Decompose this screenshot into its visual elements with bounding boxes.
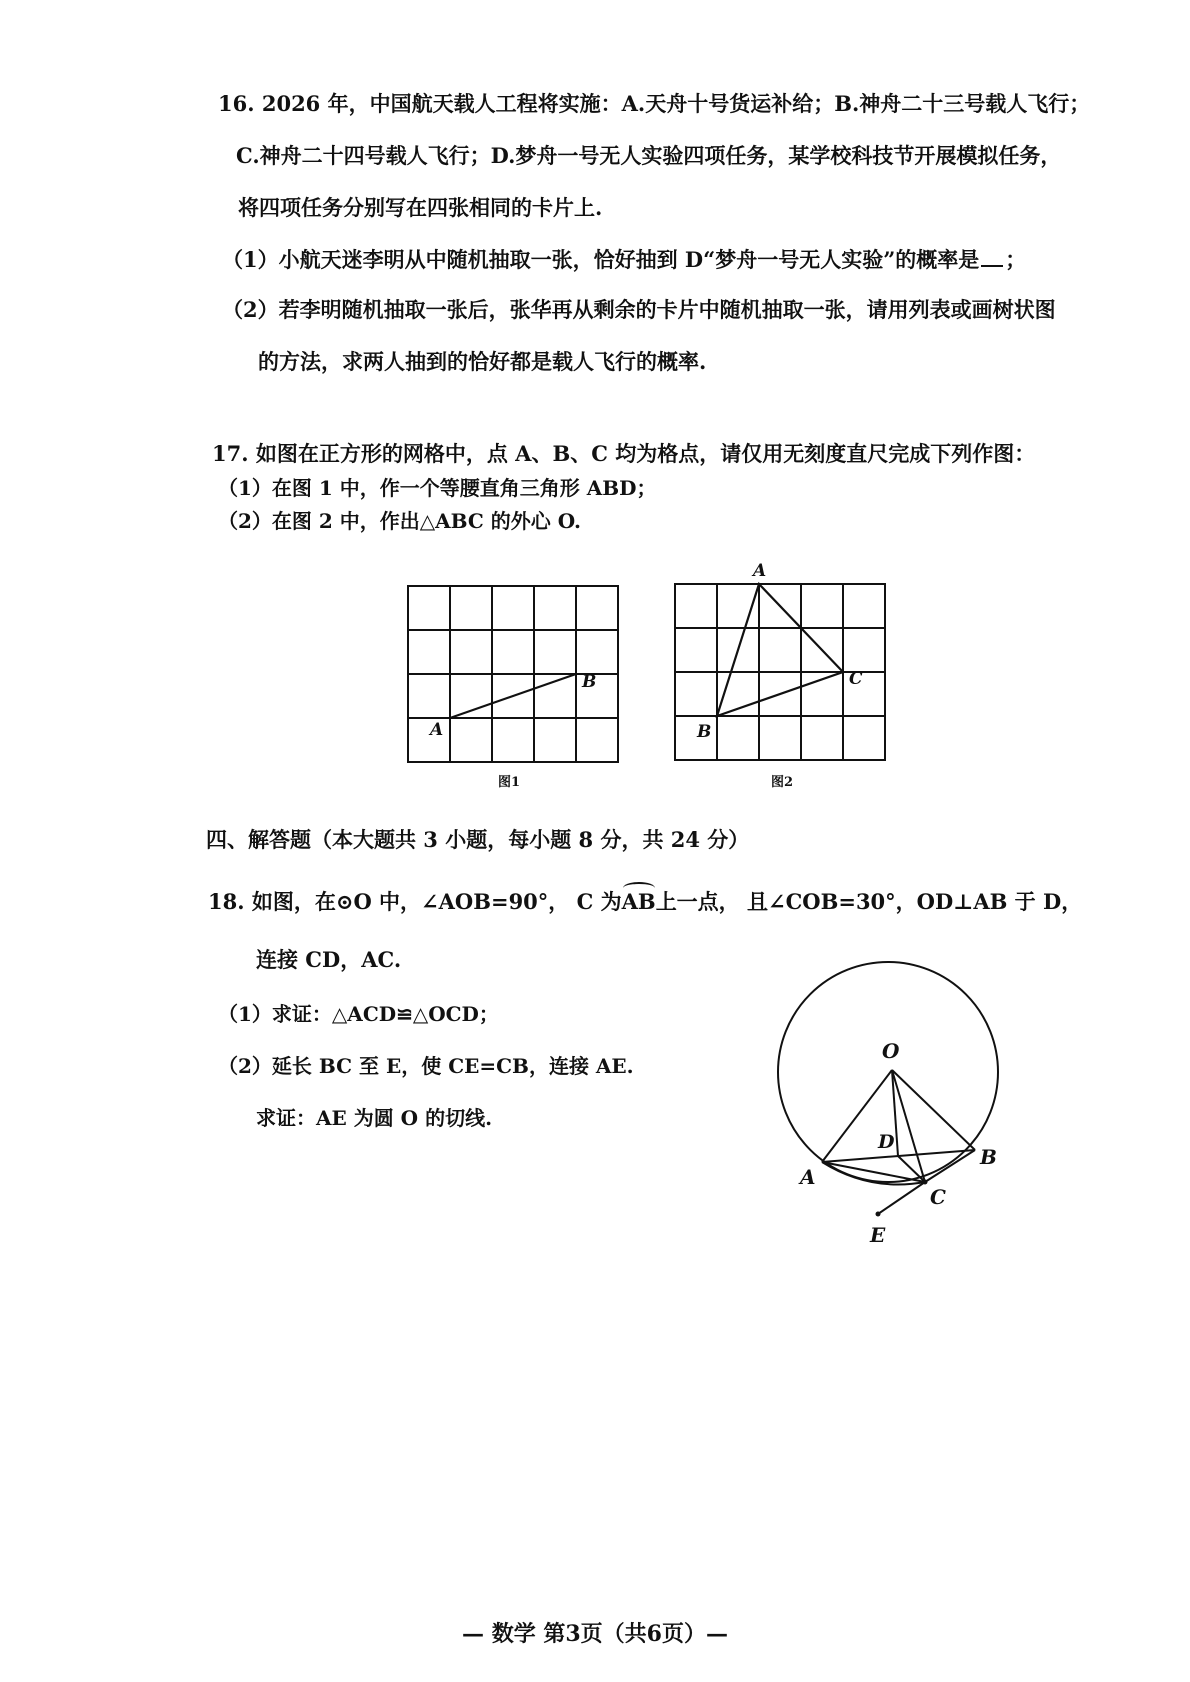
q16-line-3: 将四项任务分别写在四张相同的卡片上. <box>238 195 603 220</box>
q16-part-1-end: ； <box>1005 247 1027 272</box>
circle-figure <box>770 960 1030 1260</box>
arc-ab: AB <box>621 889 656 914</box>
q18-part-2-b: 求证：AE 为圆 O 的切线. <box>256 1106 493 1130</box>
q18-line-1 <box>208 888 1082 916</box>
fig2-label-c: C <box>849 669 863 689</box>
q16-line-1: 16. 2026 年，中国航天载人工程将实施：A.天舟十号货运补给；B.神舟二十三号载人飞行； <box>218 91 1091 116</box>
fig1-label-b: B <box>582 672 597 692</box>
q18-line-1-b: 上一点， 且∠COB=30°，OD⊥AB 于 D， <box>655 889 1083 914</box>
q17-part-2: （2）在图 2 中，作出△ABC 的外心 O. <box>218 509 581 533</box>
fig1-label-a: A <box>430 720 444 740</box>
q16-part-2-line-1: （2）若李明随机抽取一张后，张华再从剩余的卡片中随机抽取一张，请用列表或画树状图 <box>222 297 1056 322</box>
fig1-caption: 图1 <box>498 775 521 790</box>
q18-line-2: 连接 CD，AC. <box>256 947 402 972</box>
q18-line-1-a: 18. 如图，在⊙O 中，∠AOB=90°， C 为 <box>208 889 622 914</box>
fig2-label-a: A <box>753 561 767 581</box>
q17-line-1: 17. 如图在正方形的网格中，点 A、B、C 均为格点，请仅用无刻度直尺完成下列作图： <box>212 441 1036 466</box>
q18-part-2: （2）延长 BC 至 E，使 CE=CB，连接 AE. <box>218 1054 634 1078</box>
page-footer: — 数学 第3页（共6页）— <box>462 1621 728 1647</box>
figure-2-grid <box>675 560 887 796</box>
q16-part-1-text: （1）小航天迷李明从中随机抽取一张，恰好抽到 D“梦舟一号无人实验”的概率是 <box>222 247 980 272</box>
q17-part-1: （1）在图 1 中，作一个等腰直角三角形 ABD； <box>218 476 657 500</box>
q16-line-2: C.神舟二十四号载人飞行；D.梦舟一号无人实验四项任务，某学校科技节开展模拟任务， <box>236 143 1062 168</box>
figure-1-grid <box>408 586 620 796</box>
label-d: D <box>878 1131 895 1153</box>
q16-part-2-line-2: 的方法，求两人抽到的恰好都是载人飞行的概率. <box>258 349 707 374</box>
fig2-caption: 图2 <box>771 775 794 790</box>
label-a: A <box>800 1165 816 1189</box>
fig2-label-b: B <box>697 722 712 742</box>
label-e: E <box>870 1223 886 1247</box>
answer-blank <box>981 245 1003 267</box>
label-o: O <box>882 1039 900 1063</box>
label-b: B <box>980 1145 997 1169</box>
section-4-heading: 四、解答题（本大题共 3 小题，每小题 8 分，共 24 分） <box>206 827 750 852</box>
label-c: C <box>930 1185 946 1209</box>
q16-part-1 <box>222 245 1026 274</box>
q18-part-1: （1）求证：△ACD≌△OCD； <box>218 1002 499 1026</box>
